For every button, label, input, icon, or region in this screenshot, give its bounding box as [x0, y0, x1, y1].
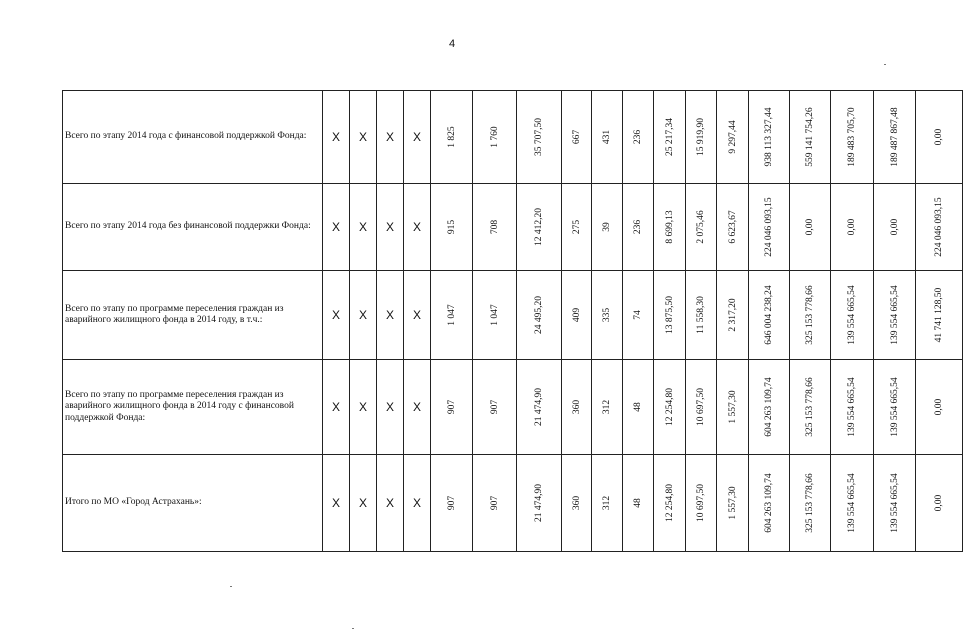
value-text: 1 825	[446, 126, 457, 148]
value-text: 325 153 778,66	[805, 377, 815, 437]
value-cell	[874, 455, 916, 552]
value-cell	[916, 455, 963, 552]
value-text: 312	[602, 399, 612, 415]
value-text: 431	[602, 129, 612, 145]
value-cell	[790, 184, 831, 271]
value-text: 0,00	[934, 398, 944, 416]
value-cell	[592, 91, 623, 184]
value-cell	[517, 91, 562, 184]
value-text: 0,00	[805, 218, 815, 236]
scan-speck	[352, 628, 354, 629]
value-text: 139 554 665,54	[847, 377, 857, 437]
value-text: 646 004 238,24	[764, 285, 774, 345]
value-cell	[592, 455, 623, 552]
x-mark-cell: Х	[404, 184, 431, 271]
value-text: 41 741 128,50	[934, 287, 944, 343]
value-text: 312	[602, 495, 612, 511]
value-text: 1 047	[446, 304, 457, 326]
row-label: Всего по этапу 2014 года с финансовой поддержкой Фонда:	[63, 91, 323, 184]
value-text: 39	[602, 222, 612, 232]
value-cell	[517, 184, 562, 271]
page-number: 4	[449, 38, 456, 50]
value-cell	[592, 271, 623, 360]
scan-speck	[884, 64, 886, 65]
x-mark-cell: Х	[404, 91, 431, 184]
value-text: 236	[633, 129, 643, 145]
x-mark-cell: Х	[377, 455, 404, 552]
value-text: 139 554 665,54	[889, 285, 900, 345]
x-mark-cell: Х	[350, 271, 377, 360]
value-text: 0,00	[934, 128, 944, 146]
value-text: 360	[571, 495, 582, 511]
value-text: 275	[571, 219, 582, 235]
value-cell	[749, 455, 790, 552]
value-cell	[874, 91, 916, 184]
value-cell	[654, 184, 686, 271]
value-cell	[790, 360, 831, 455]
value-cell	[916, 360, 963, 455]
value-text: 21 474,90	[534, 388, 544, 426]
value-text: 12 412,20	[534, 208, 544, 246]
table-row	[63, 455, 963, 552]
value-cell	[431, 455, 473, 552]
value-text: 236	[633, 219, 643, 235]
value-text: 21 474,90	[534, 484, 544, 522]
table-row	[63, 91, 963, 184]
value-cell	[623, 271, 654, 360]
value-text: 189 487 867,48	[889, 107, 900, 167]
value-cell	[790, 271, 831, 360]
value-cell	[831, 271, 874, 360]
value-cell	[473, 271, 517, 360]
value-text: 12 254,80	[664, 484, 675, 522]
value-text: 0,00	[889, 218, 900, 236]
value-cell	[473, 360, 517, 455]
value-cell	[654, 455, 686, 552]
value-text: 48	[633, 498, 643, 508]
value-text: 189 483 705,70	[847, 107, 857, 167]
value-text: 13 875,50	[664, 296, 675, 334]
value-cell	[473, 91, 517, 184]
value-cell	[562, 184, 592, 271]
value-cell	[562, 455, 592, 552]
value-cell	[623, 91, 654, 184]
row-label: Всего по этапу по программе переселения граждан из аварийного жилищного фонда в 2014 году с финансовой поддержкой Фонда:	[63, 360, 323, 455]
resettlement-summary-table	[62, 90, 963, 552]
value-cell	[717, 360, 749, 455]
value-cell	[916, 184, 963, 271]
value-text: 10 697,50	[696, 484, 706, 522]
value-cell	[592, 184, 623, 271]
value-text: 1 557,30	[727, 486, 738, 520]
value-cell	[654, 91, 686, 184]
value-cell	[592, 360, 623, 455]
scan-speck	[230, 586, 232, 587]
value-cell	[874, 184, 916, 271]
value-text: 907	[446, 399, 457, 415]
x-mark-cell: Х	[323, 360, 350, 455]
value-cell	[431, 360, 473, 455]
value-cell	[831, 184, 874, 271]
value-text: 15 919,90	[696, 118, 706, 156]
value-cell	[831, 91, 874, 184]
value-cell	[623, 184, 654, 271]
value-text: 139 554 665,54	[889, 473, 900, 533]
value-text: 24 495,20	[534, 296, 544, 334]
x-mark-cell: Х	[323, 455, 350, 552]
value-cell	[431, 184, 473, 271]
value-text: 604 263 109,74	[764, 377, 774, 437]
table-row	[63, 360, 963, 455]
value-text: 139 554 665,54	[847, 285, 857, 345]
value-cell	[916, 91, 963, 184]
x-mark-cell: Х	[323, 184, 350, 271]
x-mark-cell: Х	[323, 91, 350, 184]
value-text: 6 623,67	[727, 210, 738, 244]
value-cell	[654, 360, 686, 455]
value-text: 325 153 778,66	[805, 473, 815, 533]
row-label: Итого по МО «Город Астрахань»:	[63, 455, 323, 552]
value-text: 0,00	[847, 218, 857, 236]
table-row	[63, 271, 963, 360]
value-cell	[562, 360, 592, 455]
x-mark-cell: Х	[350, 91, 377, 184]
x-mark-cell: Х	[323, 271, 350, 360]
value-text: 11 558,30	[696, 296, 706, 334]
value-cell	[831, 455, 874, 552]
value-text: 1 047	[489, 304, 500, 326]
x-mark-cell: Х	[377, 360, 404, 455]
value-cell	[623, 360, 654, 455]
value-cell	[749, 91, 790, 184]
value-cell	[686, 455, 717, 552]
x-mark-cell: Х	[377, 91, 404, 184]
x-mark-cell: Х	[350, 360, 377, 455]
value-cell	[623, 455, 654, 552]
value-cell	[717, 271, 749, 360]
value-text: 708	[489, 219, 500, 235]
value-cell	[790, 91, 831, 184]
value-text: 12 254,80	[664, 388, 675, 426]
row-label: Всего по этапу по программе переселения граждан из аварийного жилищного фонда в 2014 году, в т.ч.:	[63, 271, 323, 360]
value-text: 25 217,34	[664, 118, 675, 156]
value-cell	[749, 184, 790, 271]
x-mark-cell: Х	[350, 184, 377, 271]
value-text: 907	[489, 495, 500, 511]
value-cell	[790, 455, 831, 552]
value-cell	[473, 455, 517, 552]
value-text: 224 046 093,15	[764, 197, 774, 257]
value-text: 604 263 109,74	[764, 473, 774, 533]
value-cell	[562, 271, 592, 360]
value-cell	[431, 91, 473, 184]
value-cell	[686, 271, 717, 360]
value-cell	[473, 184, 517, 271]
value-cell	[831, 360, 874, 455]
value-cell	[431, 271, 473, 360]
value-text: 559 141 754,26	[805, 107, 815, 167]
value-text: 938 113 327,44	[764, 107, 774, 167]
value-text: 360	[571, 399, 582, 415]
value-cell	[517, 360, 562, 455]
x-mark-cell: Х	[404, 271, 431, 360]
x-mark-cell: Х	[404, 455, 431, 552]
value-text: 35 707,50	[534, 118, 544, 156]
value-text: 48	[633, 402, 643, 412]
value-cell	[874, 360, 916, 455]
value-text: 335	[602, 307, 612, 323]
value-cell	[717, 455, 749, 552]
value-text: 2 075,46	[696, 210, 706, 244]
x-mark-cell: Х	[377, 184, 404, 271]
value-cell	[749, 360, 790, 455]
value-cell	[517, 455, 562, 552]
value-cell	[749, 271, 790, 360]
value-cell	[717, 184, 749, 271]
value-text: 907	[489, 399, 500, 415]
value-text: 0,00	[934, 494, 944, 512]
value-cell	[562, 91, 592, 184]
x-mark-cell: Х	[350, 455, 377, 552]
value-text: 10 697,50	[696, 388, 706, 426]
value-text: 8 699,13	[664, 210, 675, 244]
value-text: 2 317,20	[727, 298, 738, 332]
value-cell	[686, 184, 717, 271]
x-mark-cell: Х	[404, 360, 431, 455]
value-cell	[654, 271, 686, 360]
value-text: 325 153 778,66	[805, 285, 815, 345]
value-text: 139 554 665,54	[889, 377, 900, 437]
value-text: 224 046 093,15	[934, 197, 944, 257]
x-mark-cell: Х	[377, 271, 404, 360]
value-text: 139 554 665,54	[847, 473, 857, 533]
value-text: 1 760	[489, 126, 500, 148]
value-cell	[916, 271, 963, 360]
value-cell	[686, 360, 717, 455]
value-text: 907	[446, 495, 457, 511]
row-label: Всего по этапу 2014 года без финансовой поддержки Фонда:	[63, 184, 323, 271]
value-cell	[686, 91, 717, 184]
value-cell	[517, 271, 562, 360]
value-text: 667	[571, 129, 582, 145]
value-text: 1 557,30	[727, 390, 738, 424]
value-text: 915	[446, 219, 457, 235]
value-text: 74	[633, 310, 643, 320]
value-text: 409	[571, 307, 582, 323]
value-cell	[717, 91, 749, 184]
value-text: 9 297,44	[727, 120, 738, 154]
table-row	[63, 184, 963, 271]
value-cell	[874, 271, 916, 360]
